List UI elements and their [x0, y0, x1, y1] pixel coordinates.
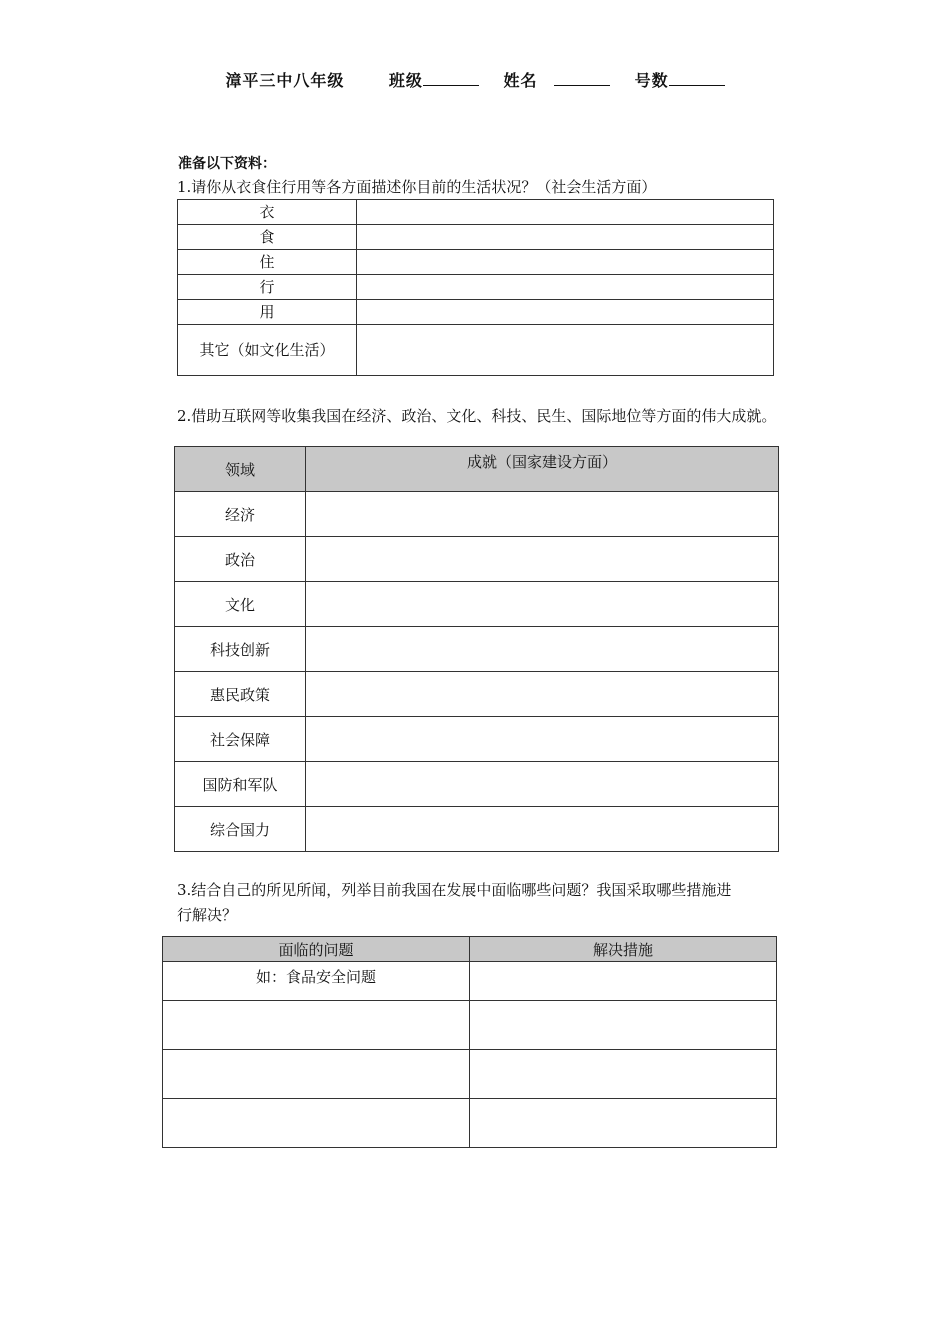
answer-cell[interactable] — [357, 200, 774, 225]
row-label: 社会保障 — [175, 717, 306, 762]
question-1: 1.请你从衣食住行用等各方面描述你目前的生活状况？（社会生活方面） — [177, 178, 657, 196]
row-label: 住 — [178, 250, 357, 275]
table-row — [178, 275, 774, 300]
row-label: 行 — [178, 275, 357, 300]
table-row — [175, 717, 779, 762]
row-label: 用 — [178, 300, 357, 325]
table-row — [178, 325, 774, 376]
answer-cell[interactable] — [163, 1001, 470, 1050]
answer-cell[interactable] — [163, 1050, 470, 1099]
table-header-row — [175, 447, 779, 492]
row-label: 综合国力 — [175, 807, 306, 852]
table-row — [163, 962, 777, 1001]
answer-cell[interactable] — [306, 672, 779, 717]
answer-cell[interactable] — [306, 807, 779, 852]
row-label: 国防和军队 — [175, 762, 306, 807]
answer-cell[interactable] — [306, 537, 779, 582]
table-row — [175, 672, 779, 717]
row-label: 食 — [178, 225, 357, 250]
example-problem-cell: 如：食品安全问题 — [163, 962, 470, 1001]
table-row — [175, 582, 779, 627]
table-row — [175, 492, 779, 537]
question-3-line-1: 3.结合自己的所见所闻，列举目前我国在发展中面临哪些问题？我国采取哪些措施进 — [177, 881, 732, 899]
achievements-table — [174, 446, 779, 852]
number-blank[interactable] — [669, 71, 725, 86]
table-row — [175, 537, 779, 582]
answer-cell[interactable] — [306, 762, 779, 807]
answer-cell[interactable] — [357, 275, 774, 300]
table-row — [175, 762, 779, 807]
question-3-line-2: 行解决？ — [177, 906, 238, 924]
answer-cell[interactable] — [470, 1099, 777, 1148]
column-header-measures: 解决措施 — [470, 937, 777, 962]
answer-cell[interactable] — [306, 717, 779, 762]
question-2: 2.借助互联网等收集我国在经济、政治、文化、科技、民生、国际地位等方面的伟大成就。 — [177, 407, 777, 425]
table-row — [163, 1099, 777, 1148]
answer-cell[interactable] — [357, 225, 774, 250]
answer-cell[interactable] — [357, 325, 774, 376]
name-blank[interactable] — [554, 71, 610, 86]
school-grade-title: 漳平三中八年级 — [225, 71, 345, 90]
answer-cell[interactable] — [470, 1001, 777, 1050]
row-label: 衣 — [178, 200, 357, 225]
life-status-table — [177, 199, 774, 376]
answer-cell[interactable] — [306, 492, 779, 537]
worksheet-header — [0, 68, 950, 91]
row-label: 经济 — [175, 492, 306, 537]
problems-table — [162, 936, 777, 1148]
number-label: 号数 — [634, 71, 669, 90]
question-3 — [177, 878, 731, 928]
table-row — [178, 300, 774, 325]
table-row — [178, 250, 774, 275]
answer-cell[interactable] — [470, 962, 777, 1001]
class-blank[interactable] — [423, 71, 479, 86]
row-label: 其它（如文化生活） — [178, 325, 357, 376]
table-row — [178, 225, 774, 250]
column-header-achievement: 成就（国家建设方面） — [306, 447, 779, 492]
answer-cell[interactable] — [306, 627, 779, 672]
row-label: 政治 — [175, 537, 306, 582]
answer-cell[interactable] — [306, 582, 779, 627]
table-row — [163, 1001, 777, 1050]
prep-title: 准备以下资料： — [178, 156, 276, 172]
answer-cell[interactable] — [163, 1099, 470, 1148]
row-label: 科技创新 — [175, 627, 306, 672]
table-row — [178, 200, 774, 225]
row-label: 文化 — [175, 582, 306, 627]
table-row — [175, 807, 779, 852]
table-row — [163, 1050, 777, 1099]
column-header-problem: 面临的问题 — [163, 937, 470, 962]
table-header-row — [163, 937, 777, 962]
column-header-field: 领域 — [175, 447, 306, 492]
answer-cell[interactable] — [470, 1050, 777, 1099]
answer-cell[interactable] — [357, 300, 774, 325]
class-label: 班级 — [388, 71, 423, 90]
name-label: 姓名 — [503, 71, 538, 90]
table-row — [175, 627, 779, 672]
answer-cell[interactable] — [357, 250, 774, 275]
row-label: 惠民政策 — [175, 672, 306, 717]
